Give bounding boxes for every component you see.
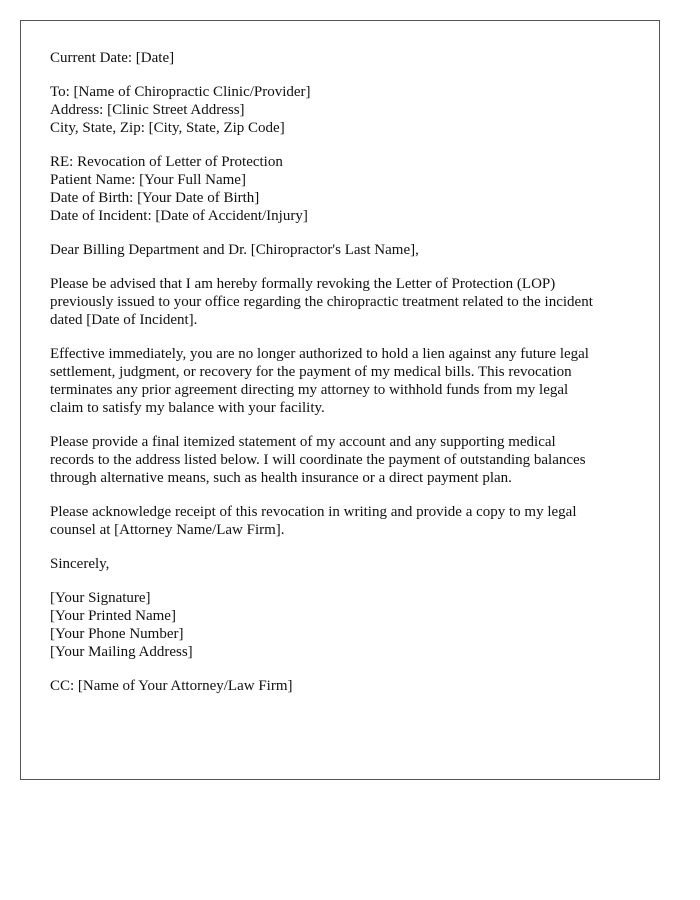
salutation: Dear Billing Department and Dr. [Chiropractor's Last Name], bbox=[50, 242, 419, 258]
phone-line: [Your Phone Number] bbox=[50, 626, 184, 642]
recipient-name: To: [Name of Chiropractic Clinic/Provider] bbox=[50, 84, 311, 100]
date-of-incident-line: Date of Incident: [Date of Accident/Injury] bbox=[50, 208, 308, 224]
recipient-block bbox=[50, 83, 640, 137]
paragraph-line: counsel at [Attorney Name/Law Firm]. bbox=[50, 522, 285, 538]
body-paragraph-4 bbox=[50, 503, 640, 539]
closing-block bbox=[50, 555, 640, 573]
closing: Sincerely, bbox=[50, 556, 110, 572]
paragraph-line: Effective immediately, you are no longer authorized to hold a lien against any future legal bbox=[50, 346, 589, 362]
date-block bbox=[50, 49, 640, 67]
date-of-birth-line: Date of Birth: [Your Date of Birth] bbox=[50, 190, 260, 206]
recipient-city-state-zip: City, State, Zip: [City, State, Zip Code] bbox=[50, 120, 285, 136]
paragraph-line: dated [Date of Incident]. bbox=[50, 312, 198, 328]
paragraph-line: Please be advised that I am hereby formally revoking the Letter of Protection (LOP) bbox=[50, 276, 556, 292]
body-paragraph-2 bbox=[50, 345, 640, 417]
recipient-address: Address: [Clinic Street Address] bbox=[50, 102, 245, 118]
mailing-address-line: [Your Mailing Address] bbox=[50, 644, 193, 660]
reference-block bbox=[50, 153, 640, 225]
cc-block bbox=[50, 677, 640, 695]
body-paragraph-3 bbox=[50, 433, 640, 487]
salutation-block bbox=[50, 241, 640, 259]
paragraph-line: previously issued to your office regarding the chiropractic treatment related to the incident bbox=[50, 294, 593, 310]
paragraph-line: settlement, judgment, or recovery for the payment of my medical bills. This revocation bbox=[50, 364, 572, 380]
cc-line: CC: [Name of Your Attorney/Law Firm] bbox=[50, 678, 293, 694]
printed-name-line: [Your Printed Name] bbox=[50, 608, 176, 624]
paragraph-line: records to the address listed below. I will coordinate the payment of outstanding balances bbox=[50, 452, 586, 468]
letter-body bbox=[50, 49, 640, 711]
paragraph-line: Please acknowledge receipt of this revocation in writing and provide a copy to my legal bbox=[50, 504, 577, 520]
paragraph-line: claim to satisfy my balance with your facility. bbox=[50, 400, 325, 416]
body-paragraph-1 bbox=[50, 275, 640, 329]
date-line: Current Date: [Date] bbox=[50, 50, 175, 66]
paragraph-line: Please provide a final itemized statement of my account and any supporting medical bbox=[50, 434, 556, 450]
re-line: RE: Revocation of Letter of Protection bbox=[50, 154, 283, 170]
paragraph-line: through alternative means, such as health insurance or a direct payment plan. bbox=[50, 470, 512, 486]
paragraph-line: terminates any prior agreement directing my attorney to withhold funds from my legal bbox=[50, 382, 569, 398]
signature-line: [Your Signature] bbox=[50, 590, 151, 606]
letter-page bbox=[20, 20, 660, 780]
patient-name-line: Patient Name: [Your Full Name] bbox=[50, 172, 246, 188]
signature-block bbox=[50, 589, 640, 661]
